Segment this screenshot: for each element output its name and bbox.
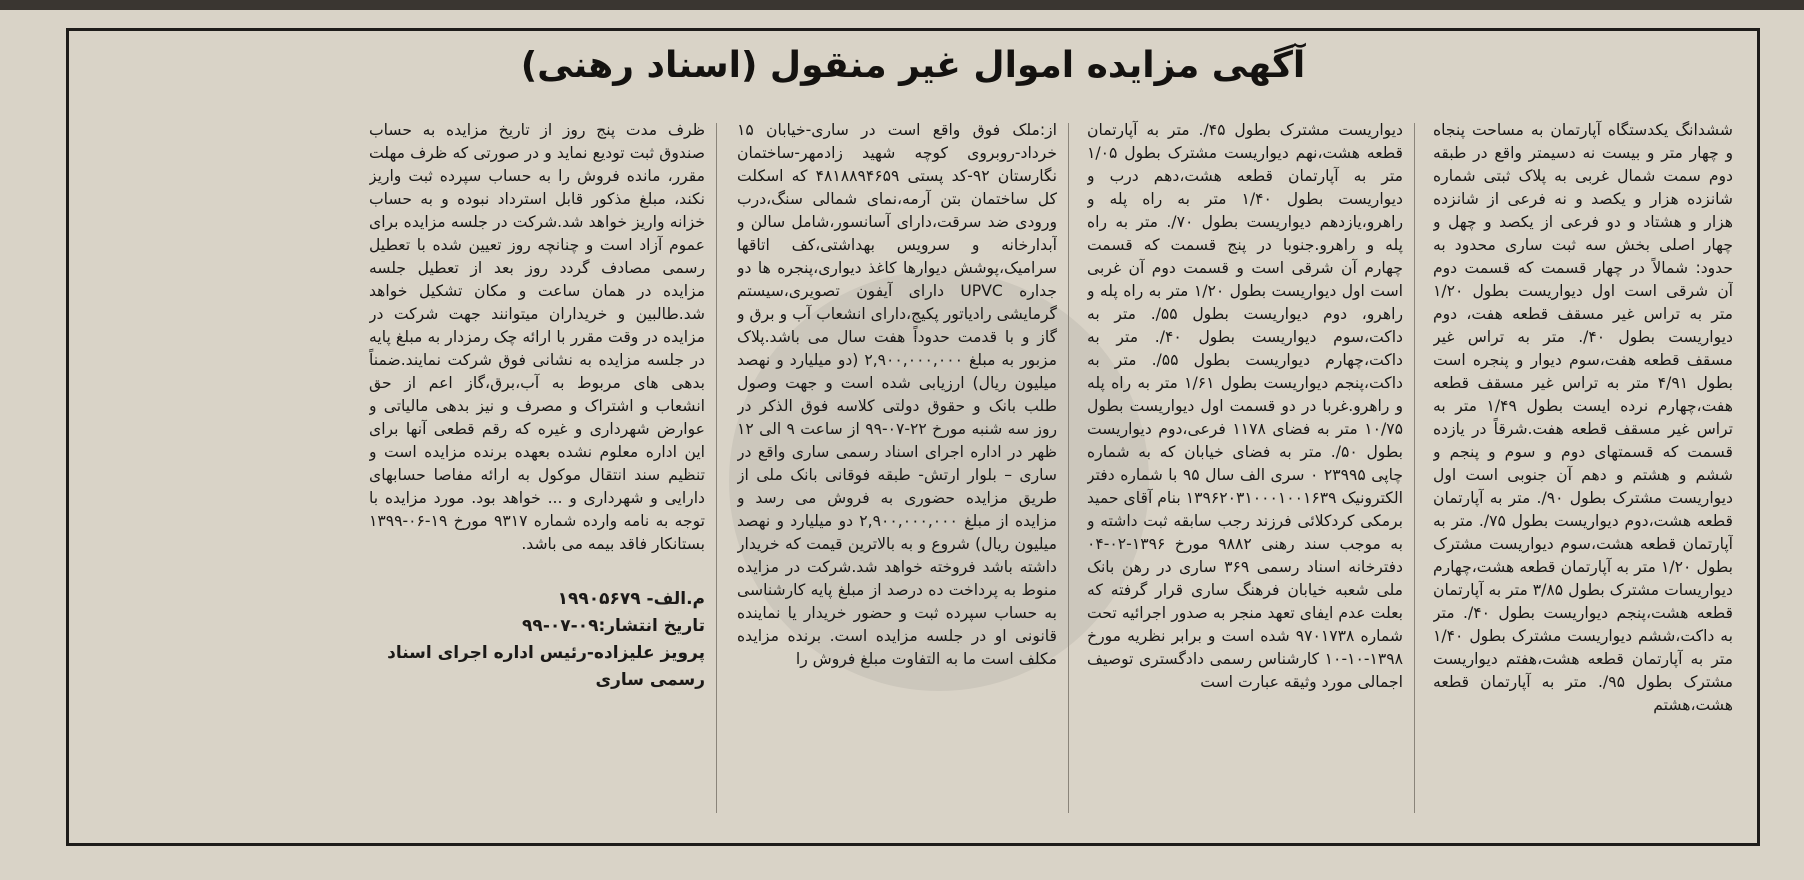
column-divider <box>1414 123 1415 813</box>
notice-column-2: دیواریست مشترک بطول ۴۵/. متر به آپارتمان قطعه هشت،نهم دیواریست مشترک بطول ۱/۰۵ متر به آپارتمان قطعه هشت،دهم درب و دیواریست بطول ۱/۴۰ متر به راه پله و راهرو،یازدهم دیواریست بطول ۷۰/. متر به راه پله و راهرو.جنوبا در پنج قسمت که قسمت چهارم آن شرقی است و قسمت دوم آن غربی است اول دیواریست بطول ۱/۲۰ متر به راه پله و راهرو، دوم دیواریست بطول ۵۵/. متر به داکت،سوم دیواریست بطول ۴۰/. متر به داکت،چهارم دیواریست بطول ۵۵/. متر به داکت،پنجم دیواریست بطول ۱/۶۱ متر به راه پله و راهرو.غربا در دو قسمت اول دیواریست بطول ۱۰/۷۵ متر به فضای ۱۱۷۸ فرعی،دوم دیواریست بطول ۵۰/. متر به فضای خیابان که به شماره چاپی ۲۳۹۹۵ ۰ سری الف سال ۹۵ با شماره دفتر الکترونیک ۱۳۹۶۲۰۳۱۰۰۰۱۰۰۱۶۳۹ بنام آقای حمید برمکی کردکلائی فرزند رجب سابقه ثبت داشته و به موجب سند رهنی ۹۸۸۲ مورخ ۱۳۹۶-۰۲-۰۴ دفترخانه اسناد رسمی ۳۶۹ ساری در رهن بانک ملی شعبه خیابان فرهنگ ساری قرار گرفته که بعلت عدم ایفای تعهد منجر به صدور اجرائیه تحت شماره ۹۷۰۱۷۳۸ شده است و برابر نظریه مورخ ۱۳۹۸-۱۰-۱۰ کارشناس رسمی دادگستری توصیف اجمالی مورد وثیقه عبارت است <box>1087 121 1403 691</box>
signer-office: رسمی ساری <box>595 670 705 690</box>
reference-number: م.الف- ۱۹۹۰۵۶۷۹ <box>557 589 705 609</box>
column-divider <box>716 123 717 813</box>
publish-date: تاریخ انتشار:۰۹-۰۷-۹۹ <box>522 616 705 636</box>
notice-column-1: ششدانگ یکدستگاه آپارتمان به مساحت پنجاه و چهار متر و بیست نه دسیمتر واقع در طبقه دوم سمت شمال غربی به پلاک ثبتی شماره شانزده هزار و یکصد و نه فرعی از شانزده هزار و هشتاد و دو فرعی از یکصد و چهل و چهار اصلی بخش سه ثبت ساری محدود به حدود: شمالاً در چهار قسمت که قسمت دوم آن شرقی است اول دیواریست بطول ۱/۲۰ متر به تراس غیر مسقف قطعه هفت، دوم دیواریست بطول ۴۰/. متر به تراس غیر مسقف قطعه هفت،سوم دیوار و پنجره است بطول ۴/۹۱ متر به تراس غیر مسقف قطعه هفت،چهارم نرده ایست بطول ۱/۴۹ متر به تراس غیر مسقف قطعه هفت.شرقاً در یازده قسمت که قسمتهای دوم و سوم و پنجم و ششم و هشتم و دهم آن جنوبی است اول دیواریست مشترک بطول ۹۰/. متر به آپارتمان قطعه هشت،دوم دیواریست بطول ۷۵/. متر به آپارتمان قطعه هشت،سوم دیواریست مشترک بطول ۱/۲۰ متر به آپارتمان قطعه هشت،چهارم دیواریسات مشترک بطول ۳/۸۵ متر به آپارتمان قطعه هشت،پنجم دیواریست بطول ۴۰/. متر به داکت،ششم دیواریست مشترک بطول ۱/۴۰ متر به آپارتمان قطعه هشت،هفتم دیواریست مشترک بطول ۹۵/. متر به آپارتمان قطعه هشت،هشتم <box>1433 121 1733 714</box>
notice-box <box>66 28 1760 846</box>
notice-column-3: از:ملک فوق واقع است در ساری-خیابان ۱۵ خرداد-روبروی کوچه شهید زادمهر-ساختمان نگارستان ۹۲-کد پستی ۴۸۱۸۸۹۴۶۵۹ که اسکلت کل ساختمان بتن آرمه،نمای شمالی سنگ،درب ورودی ضد سرقت،دارای آسانسور،شامل سالن و آبدارخانه و سرویس بهداشتی،کف اتاقها سرامیک،پوشش دیوارها کاغذ دیواری،پنجره ها دو جداره UPVC دارای آیفون تصویری،سیستم گرمایشی رادیاتور پکیج،دارای انشعاب آب و برق و گاز و با قدمت حدوداً هفت سال می باشد.پلاک مزبور به مبلغ ۲,۹۰۰,۰۰۰,۰۰۰ (دو میلیارد و نهصد میلیون ریال) ارزیابی شده است و جهت وصول طلب بانک و حقوق دولتی کلاسه فوق الذکر در روز سه شنبه مورخ ۲۲-۰۷-۹۹ از ساعت ۹ الی ۱۲ ظهر در اداره اجرای اسناد رسمی ساری واقع در ساری – بلوار ارتش- طبقه فوقانی بانک ملی از طریق مزایده حضوری به فروش می رسد و مزایده از مبلغ ۲,۹۰۰,۰۰۰,۰۰۰ دو میلیارد و نهصد میلیون ریال) شروع و به بالاترین قیمت که خریدار داشته باشد فروخته خواهد شد.شرکت در مزایده منوط به پرداخت ده درصد از مبلغ پایه کارشناسی به حساب سپرده ثبت و حضور خریدار یا نماینده قانونی او در جلسه مزایده است. برنده مزایده مکلف است ما به التفاوت مبلغ فروش را <box>737 121 1057 668</box>
notice-column-4 <box>369 119 705 835</box>
notice-title: آگهی مزایده اموال غیر منقول (اسناد رهنی) <box>520 45 1306 86</box>
column-divider <box>1068 123 1069 813</box>
signer-title: پرویز علیزاده-رئیس اداره اجرای اسناد <box>387 643 705 663</box>
notice-column-4-text: ظرف مدت پنج روز از تاریخ مزایده به حساب صندوق ثبت تودیع نماید و در صورتی که ظرف مهلت مقرر، مانده فروش را به حساب سپرده ثبت واریز نکند، مبلغ مذکور قابل استرداد نبوده و به حساب خزانه واریز خواهد شد.شرکت در جلسه مزایده برای عموم آزاد است و چنانچه روز تعیین شده با تعطیل رسمی مصادف گردد روز بعد از تعطیل جلسه مزایده در همان ساعت و مکان تشکیل خواهد شد.طالبین و خریداران میتوانند جهت شرکت در مزایده در وقت مقرر با ارائه چک رمزدار به مبلغ پایه در جلسه مزایده به نشانی فوق شرکت نمایند.ضمناً بدهی های مربوط به آب،برق،گاز اعم از حق انشعاب و اشتراک و مصرف و نیز بدهی مالیاتی و عوارض شهرداری و غیره که رقم قطعی آنها برای این اداره معلوم نشده بعهده برنده مزایده است و تنظیم سند انتقال موکول به ارائه مفاصا حسابهای دارایی و شهرداری و ... خواهد بود. مورد مزایده با توجه به نامه وارده شماره ۹۳۱۷ مورخ ۱۹-۰۶-۱۳۹۹ بستانکار فاقد بیمه می باشد. <box>369 121 705 553</box>
page-top-edge <box>0 0 1804 10</box>
signature-block <box>369 586 705 694</box>
